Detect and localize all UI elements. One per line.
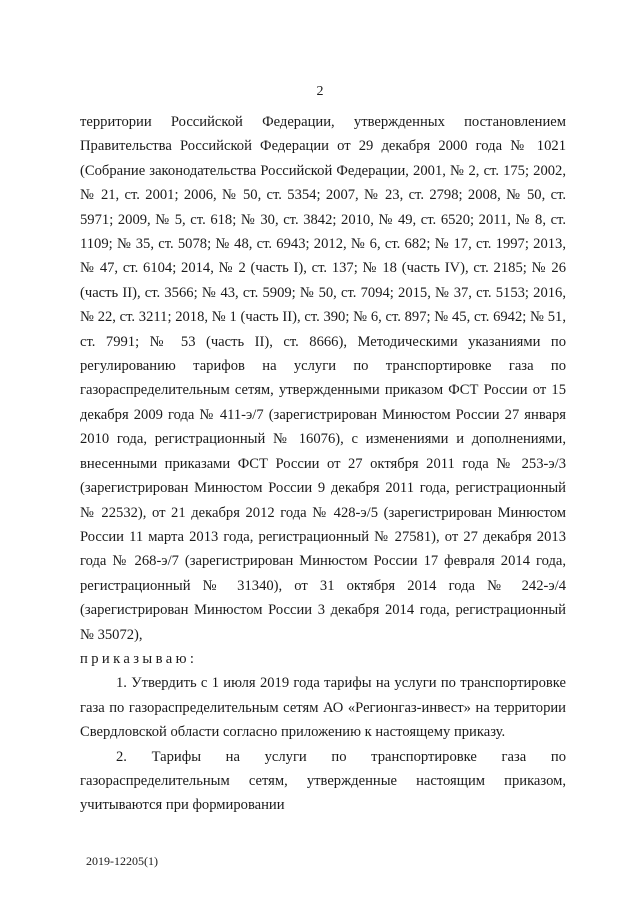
page-number: 2 xyxy=(316,84,324,99)
paragraph-legal-basis: территории Российской Федерации, утвержденных постановлением Правительства Российской Федерации от 29 декабря 2000 года № 1021 (Собрание законодательства Российской Федерации, 2001, № 2, ст. 175; 2002, № 21, ст. 2001; 2006, № 50, ст. 5354; 2007, № 23, ст. 2798; 2008, № 50, ст. 5971; 2009, № 5, ст. 618; № 30, ст. 3842; 2010, № 49, ст. 6520; 2011, № 8, ст. 1109; № 35, ст. 5078; № 48, ст. 6943; 2012, № 6, ст. 682; № 17, ст. 1997; 2013, № 47, ст. 6104; 2014, № 2 (часть I), ст. 137; № 18 (часть IV), ст. 2185; № 26 (часть II), ст. 3566; № 43, ст. 5909; № 50, ст. 7094; 2015, № 37, ст. 5153; 2016, № 22, ст. 3211; 2018, № 1 (часть II), ст. 390; № 6, ст. 897; № 45, ст. 6942; № 51, ст. 7991; № 53 (часть II), ст. 8666), Методическими указаниями по регулированию тарифов на услуги по транспортировке газа по газораспределительным сетям, утвержденными приказом ФСТ России от 15 декабря 2009 года № 411-э/7 (зарегистрирован Минюстом России 27 января 2010 года, регистрационный № 16076), с изменениями и дополнениями, внесенными приказами ФСТ России от 27 октября 2011 года № 253-э/3 (зарегистрирован Минюстом России 9 декабря 2011 года, регистрационный № 22532), от 21 декабря 2012 года № 428-э/5 (зарегистрирован Минюстом России 11 марта 2013 года, регистрационный № 27581), от 27 декабря 2013 года № 268-э/7 (зарегистрирован Минюстом России 17 февраля 2014 года, регистрационный № 31340), от 31 октября 2014 года № 242-э/4 (зарегистрирован Минюстом России 3 декабря 2014 года, регистрационный № 35072), xyxy=(80,114,566,643)
paragraph-item-2: 2. Тарифы на услуги по транспортировке газа по газораспределительным сетям, утвержденные настоящим приказом, учитываются при формировании xyxy=(80,748,566,814)
document-body xyxy=(80,110,566,818)
paragraph-item-1: 1. Утвердить с 1 июля 2019 года тарифы на услуги по транспортировке газа по газораспределительным сетям АО «Регионгаз-инвест» на территории Свердловской области согласно приложению к настоящему приказу. xyxy=(80,675,566,741)
paragraph-orders: приказываю: xyxy=(80,650,198,667)
document-code: 2019-12205(1) xyxy=(86,854,158,868)
